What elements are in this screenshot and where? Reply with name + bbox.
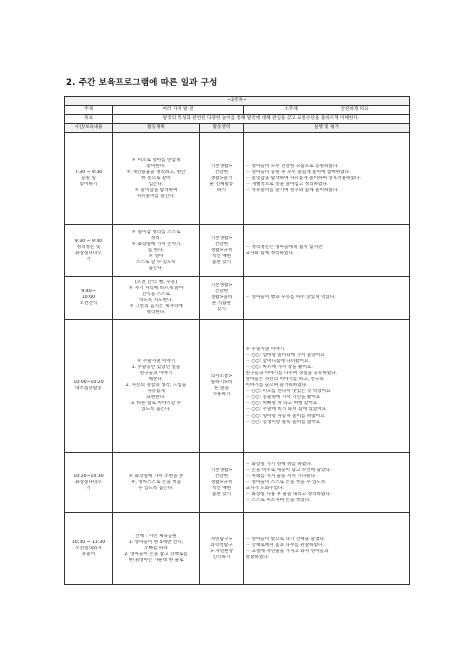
time-line: 등원 및 xyxy=(81,175,96,181)
eval-line: 영아들은 자신의 이야기를 하고, 친구의 xyxy=(245,377,324,383)
eval-line: － ○○: 할머니집에 다녀왔어요. xyxy=(245,358,310,364)
activity-line: ＊ 놀이감 정리를 스스로 xyxy=(131,229,181,235)
activity-cell xyxy=(113,320,200,453)
activity-line: ＊ 그릇의 음식은 제자리에 xyxy=(129,304,183,310)
week-cell: ~2주차~ xyxy=(65,97,410,106)
activity-line: 친구들과 이야기 xyxy=(139,371,173,377)
activity-line: ＊ 놀이감을 탐색하며 xyxy=(134,187,178,193)
area-cell xyxy=(200,277,244,320)
eval-line: － 영아들이 스스로 손을 씻을 수 있도록 xyxy=(245,479,326,485)
activity-line: 자유놀이를 즐긴다. xyxy=(136,193,176,199)
eval-line: － 화장실 가기 전에 쉬를 하였다. xyxy=(245,461,313,467)
activity-line: ＊ 자기 자리에 바르게 앉아 xyxy=(128,286,184,292)
time-line: 10:30 ~ 11:30 xyxy=(71,539,106,545)
eval-line: － ○○: 아빠랑 차 타고 여행 갔어요 xyxy=(245,401,318,407)
activity-line: [오전 간식: 빵, 우유] xyxy=(134,280,178,286)
time-line: 10:00~10:20 xyxy=(73,380,104,386)
activity-line: 1. 영아들이 한 5세반 언니, xyxy=(128,539,184,545)
area-line: 과학적탐구 xyxy=(210,542,233,548)
eval-line: － 개별적으로 옷을 갈아입고 정리하였다. xyxy=(245,181,329,187)
area-line: 생활>올바 xyxy=(210,295,233,301)
area-line: 건강한 xyxy=(214,473,229,479)
time-line: 오전간식 xyxy=(79,301,98,307)
schedule-row xyxy=(65,320,410,453)
area-line: 운 신체활동 xyxy=(209,181,234,187)
eval-line: － 영아들이 모두 건강한 모습으로 등원하였다. xyxy=(245,163,339,169)
area-line: 적인 배변 xyxy=(211,253,232,259)
area-line: 생활>즐거 xyxy=(210,175,233,181)
goal-row xyxy=(65,115,410,124)
area-line: 생활>규칙 xyxy=(210,247,233,253)
eval-line: － 영아들이 등원 후 모두 즐겁게 놀이에 참여하였다. xyxy=(245,169,351,175)
activity-line: 를 한다. xyxy=(147,247,165,253)
area-line: 기본생활> xyxy=(210,163,233,169)
activity-line: 맞이한다. xyxy=(146,163,166,169)
area-line: 말하기>바 xyxy=(210,380,233,386)
activity-cell xyxy=(113,453,200,513)
activity-line: 스스로 할 수 있도록 xyxy=(136,259,176,265)
time-line: 유놀이 xyxy=(81,551,96,557)
area-line: 의사소통> xyxy=(210,374,233,380)
area-line: 습관 갖기 xyxy=(211,491,232,497)
time-line: 10:00 xyxy=(81,295,96,301)
activity-line: ＊ 개인용품을 정리하고, 편안 xyxy=(126,169,186,175)
activity-line: 정리. xyxy=(150,235,162,241)
schedule-row xyxy=(65,225,410,277)
activity-line: 입는다. xyxy=(148,181,164,187)
week-row xyxy=(65,97,410,106)
eval-line: 교사가 도와주었다. xyxy=(245,485,284,491)
activity-line: 오빠를 따라 xyxy=(144,545,168,551)
column-header-row xyxy=(65,124,410,133)
area-line: 건강한 xyxy=(214,169,229,175)
eval-line: 친구들과 이야기를 나누며 경험을 공유하였다. xyxy=(245,371,338,377)
activity-line: 먹도록 지도한다. xyxy=(139,298,173,304)
activity-line: 해본다. xyxy=(148,377,164,383)
eval-line: － 차례를 지켜 줄을 서서 기다렸다. xyxy=(245,473,317,479)
activity-line: 1. 주말동안 있었던 일을 xyxy=(131,365,181,371)
time-line: 기 xyxy=(86,485,91,491)
schedule-row xyxy=(65,133,410,225)
activity-line: 정리한다. xyxy=(146,310,166,316)
eval-line: － ○○: 동생이랑 블록 놀이를 했어요 xyxy=(245,419,321,425)
activity-line: 산책 : 시민 체육공원 xyxy=(135,533,177,539)
activity-line: 2. 자신의 경험과 생각, 느낌을 xyxy=(125,383,187,389)
theme-label: 주제 xyxy=(65,106,113,115)
time-cell xyxy=(65,513,113,585)
activity-line: 2. 영아들이 손을 잡고 산책로를 xyxy=(124,551,188,557)
eval-cell xyxy=(244,320,410,453)
eval-line: － ○○: 동물원에 가서 기린을 봤어요 xyxy=(245,395,321,401)
subtheme-cell xyxy=(244,106,410,115)
eval-line: 관찰하였다. xyxy=(245,554,270,560)
activity-line: 한 옷으로 갈아 xyxy=(141,175,171,181)
activity-line: 한다(영아는 가운데 한 줄로 xyxy=(128,557,184,563)
activity-cell xyxy=(113,513,200,585)
daily-schedule-table xyxy=(64,96,410,585)
header-activity: 활동계획 xyxy=(113,124,200,133)
area-line: 기본생활> xyxy=(210,283,233,289)
eval-line: － 영아들이 빵과 우유를 아주 맛있게 먹었다. xyxy=(245,295,336,301)
area-line: 습관 갖기 xyxy=(211,259,232,265)
time-line: 9:30 ~ 9:40 xyxy=(74,238,103,244)
header-eval: 실행 및 평가 xyxy=(244,124,410,133)
goal-value: 탈것의 특성과 관련된 다양한 놀이를 통해 탈것에 대해 관심을 갖고 교통수단을 올바르게 이해한다. xyxy=(113,115,410,124)
section-heading: 2. 주간 보육프로그램에 따른 일과 구성 xyxy=(66,78,218,88)
subtheme-label: 소주제 xyxy=(284,107,298,113)
time-cell xyxy=(65,225,113,277)
area-line: 건강한 xyxy=(214,241,229,247)
time-line: 화장실다녀오 xyxy=(75,250,102,256)
eval-cell xyxy=(244,133,410,225)
eval-line: － 놀잇감을 탐색하며 자유롭게 놀이하며 상호작용하였다. xyxy=(245,175,361,181)
header-time: 시간/보육내용 xyxy=(65,124,113,133)
activity-cell xyxy=(113,277,200,320)
eval-line: － ○○: 마트에 가서 장을 봤어요. xyxy=(245,365,313,371)
time-cell xyxy=(65,320,113,453)
activity-line: 돕는다. xyxy=(148,265,164,271)
time-line: 정리정돈 및 xyxy=(76,244,101,250)
theme-row xyxy=(65,106,410,115)
activity-line: 수 있도록 돕는다. xyxy=(138,485,174,491)
activity-line: 간식을 스스로 xyxy=(141,292,171,298)
time-line: 기 xyxy=(86,256,91,262)
eval-line: － 스스로 미소지며 손을 씻었다. xyxy=(245,497,311,503)
area-line: 하기 xyxy=(217,187,226,193)
eval-line: ＊ 주말지낸 이야기 xyxy=(245,346,285,352)
eval-line: － ○○: 형아랑 자동차 놀이를 하였어요 xyxy=(245,413,325,419)
area-cell xyxy=(200,320,244,453)
area-line: 른 식습관 xyxy=(211,301,232,307)
activity-line: ＊ 화장실에 가서 손씻기 xyxy=(131,241,181,247)
goal-label: 목표 xyxy=(65,115,113,124)
area-line: 기본생활> xyxy=(210,235,233,241)
area-line: 사용하기 xyxy=(212,392,231,398)
area-line: > 자연현상 xyxy=(209,548,234,554)
area-line: 생활>규칙 xyxy=(210,479,233,485)
time-line: 9:40~ xyxy=(81,289,96,295)
time-line: 맞이하기 xyxy=(79,181,98,187)
theme-value: 여러 가지 탈 것 xyxy=(113,106,244,115)
eval-line: 교사와 함께 정리하였다. xyxy=(245,250,295,256)
eval-line: － 교실에 자연물을 가지고 와서 영아들과 xyxy=(245,548,329,554)
area-cell xyxy=(200,133,244,225)
eval-cell xyxy=(244,225,410,277)
activity-line: 후, 영아스스로 손을 씻을 xyxy=(130,479,182,485)
activity-line: ＊ 미소로 영아를 반갑게 xyxy=(131,157,181,163)
activity-line: 자유롭게 xyxy=(147,389,165,395)
area-line: 른 말을 xyxy=(214,386,229,392)
eval-cell xyxy=(244,453,410,513)
activity-line: 있도록 돕는다. xyxy=(141,407,171,413)
eval-line: － 손을 비누로 깨끗이 닦고 수건에 닦았다. xyxy=(245,467,332,473)
eval-line: 이야기를 들으며 즐거워하였다. xyxy=(245,383,308,389)
eval-line: － 산책로에서 꽃과 나무를 관찰하였다. xyxy=(245,542,324,548)
activity-line: ＊ 영아 xyxy=(148,253,164,259)
area-line: 자연탐구> xyxy=(210,536,233,542)
schedule-row xyxy=(65,513,410,585)
eval-line: － ○○: 주말에 비가 와서 집에 있었어요 xyxy=(245,407,327,413)
area-line: 건강한 xyxy=(214,289,229,295)
header-area: 활동영역 xyxy=(200,124,244,133)
time-line: 오전실내외자 xyxy=(75,545,102,551)
time-line: 화장실다녀오 xyxy=(75,479,102,485)
area-cell xyxy=(200,453,244,513)
area-line: 인식하기 xyxy=(212,554,231,560)
time-line: 대소집단활동 xyxy=(75,386,102,392)
table-body xyxy=(65,97,410,585)
area-line: 기본생활> xyxy=(210,467,233,473)
schedule-row xyxy=(65,277,410,320)
activity-line: ＊ 주말지낸 이야기 xyxy=(136,358,176,364)
area-line: 적인 배변 xyxy=(211,485,232,491)
schedule-row xyxy=(65,453,410,513)
area-line: 갖기 xyxy=(217,307,226,313)
eval-cell xyxy=(244,513,410,585)
time-line: 7:30 ~ 9:30 xyxy=(74,169,103,175)
eval-line: － 영아들이 밖으로 나가 산책을 즐겼다. xyxy=(245,536,326,542)
area-cell xyxy=(200,225,244,277)
eval-line: － ○○: 엄마랑 놀이터에 가서 놀았어요 xyxy=(245,352,325,358)
eval-line: － 화장실 사용 후 물을 내리고 정리하였다. xyxy=(245,491,332,497)
eval-line: － 정리정돈은 영아들에게 쉽지 않지만 xyxy=(245,244,323,250)
activity-line: ＊ 화장실에 가서 소변을 본 xyxy=(128,473,184,479)
subtheme-value: 안전하게 타요 xyxy=(340,107,369,113)
eval-line: － 자유놀이를 즐기며 친구와 함께 놀이하였다. xyxy=(245,187,339,193)
eval-cell xyxy=(244,277,410,320)
area-cell xyxy=(200,513,244,585)
time-cell xyxy=(65,277,113,320)
activity-cell xyxy=(113,225,200,277)
activity-cell xyxy=(113,133,200,225)
eval-line: － ○○: 이모를 만나서 맛있는 것 먹었어요 xyxy=(245,389,331,395)
time-line: 10:20~10:30 xyxy=(73,473,104,479)
time-cell xyxy=(65,453,113,513)
activity-line: 3. 바른 말로 이야기할 수 xyxy=(130,401,182,407)
activity-line: 표현한다. xyxy=(146,395,166,401)
time-cell xyxy=(65,133,113,225)
